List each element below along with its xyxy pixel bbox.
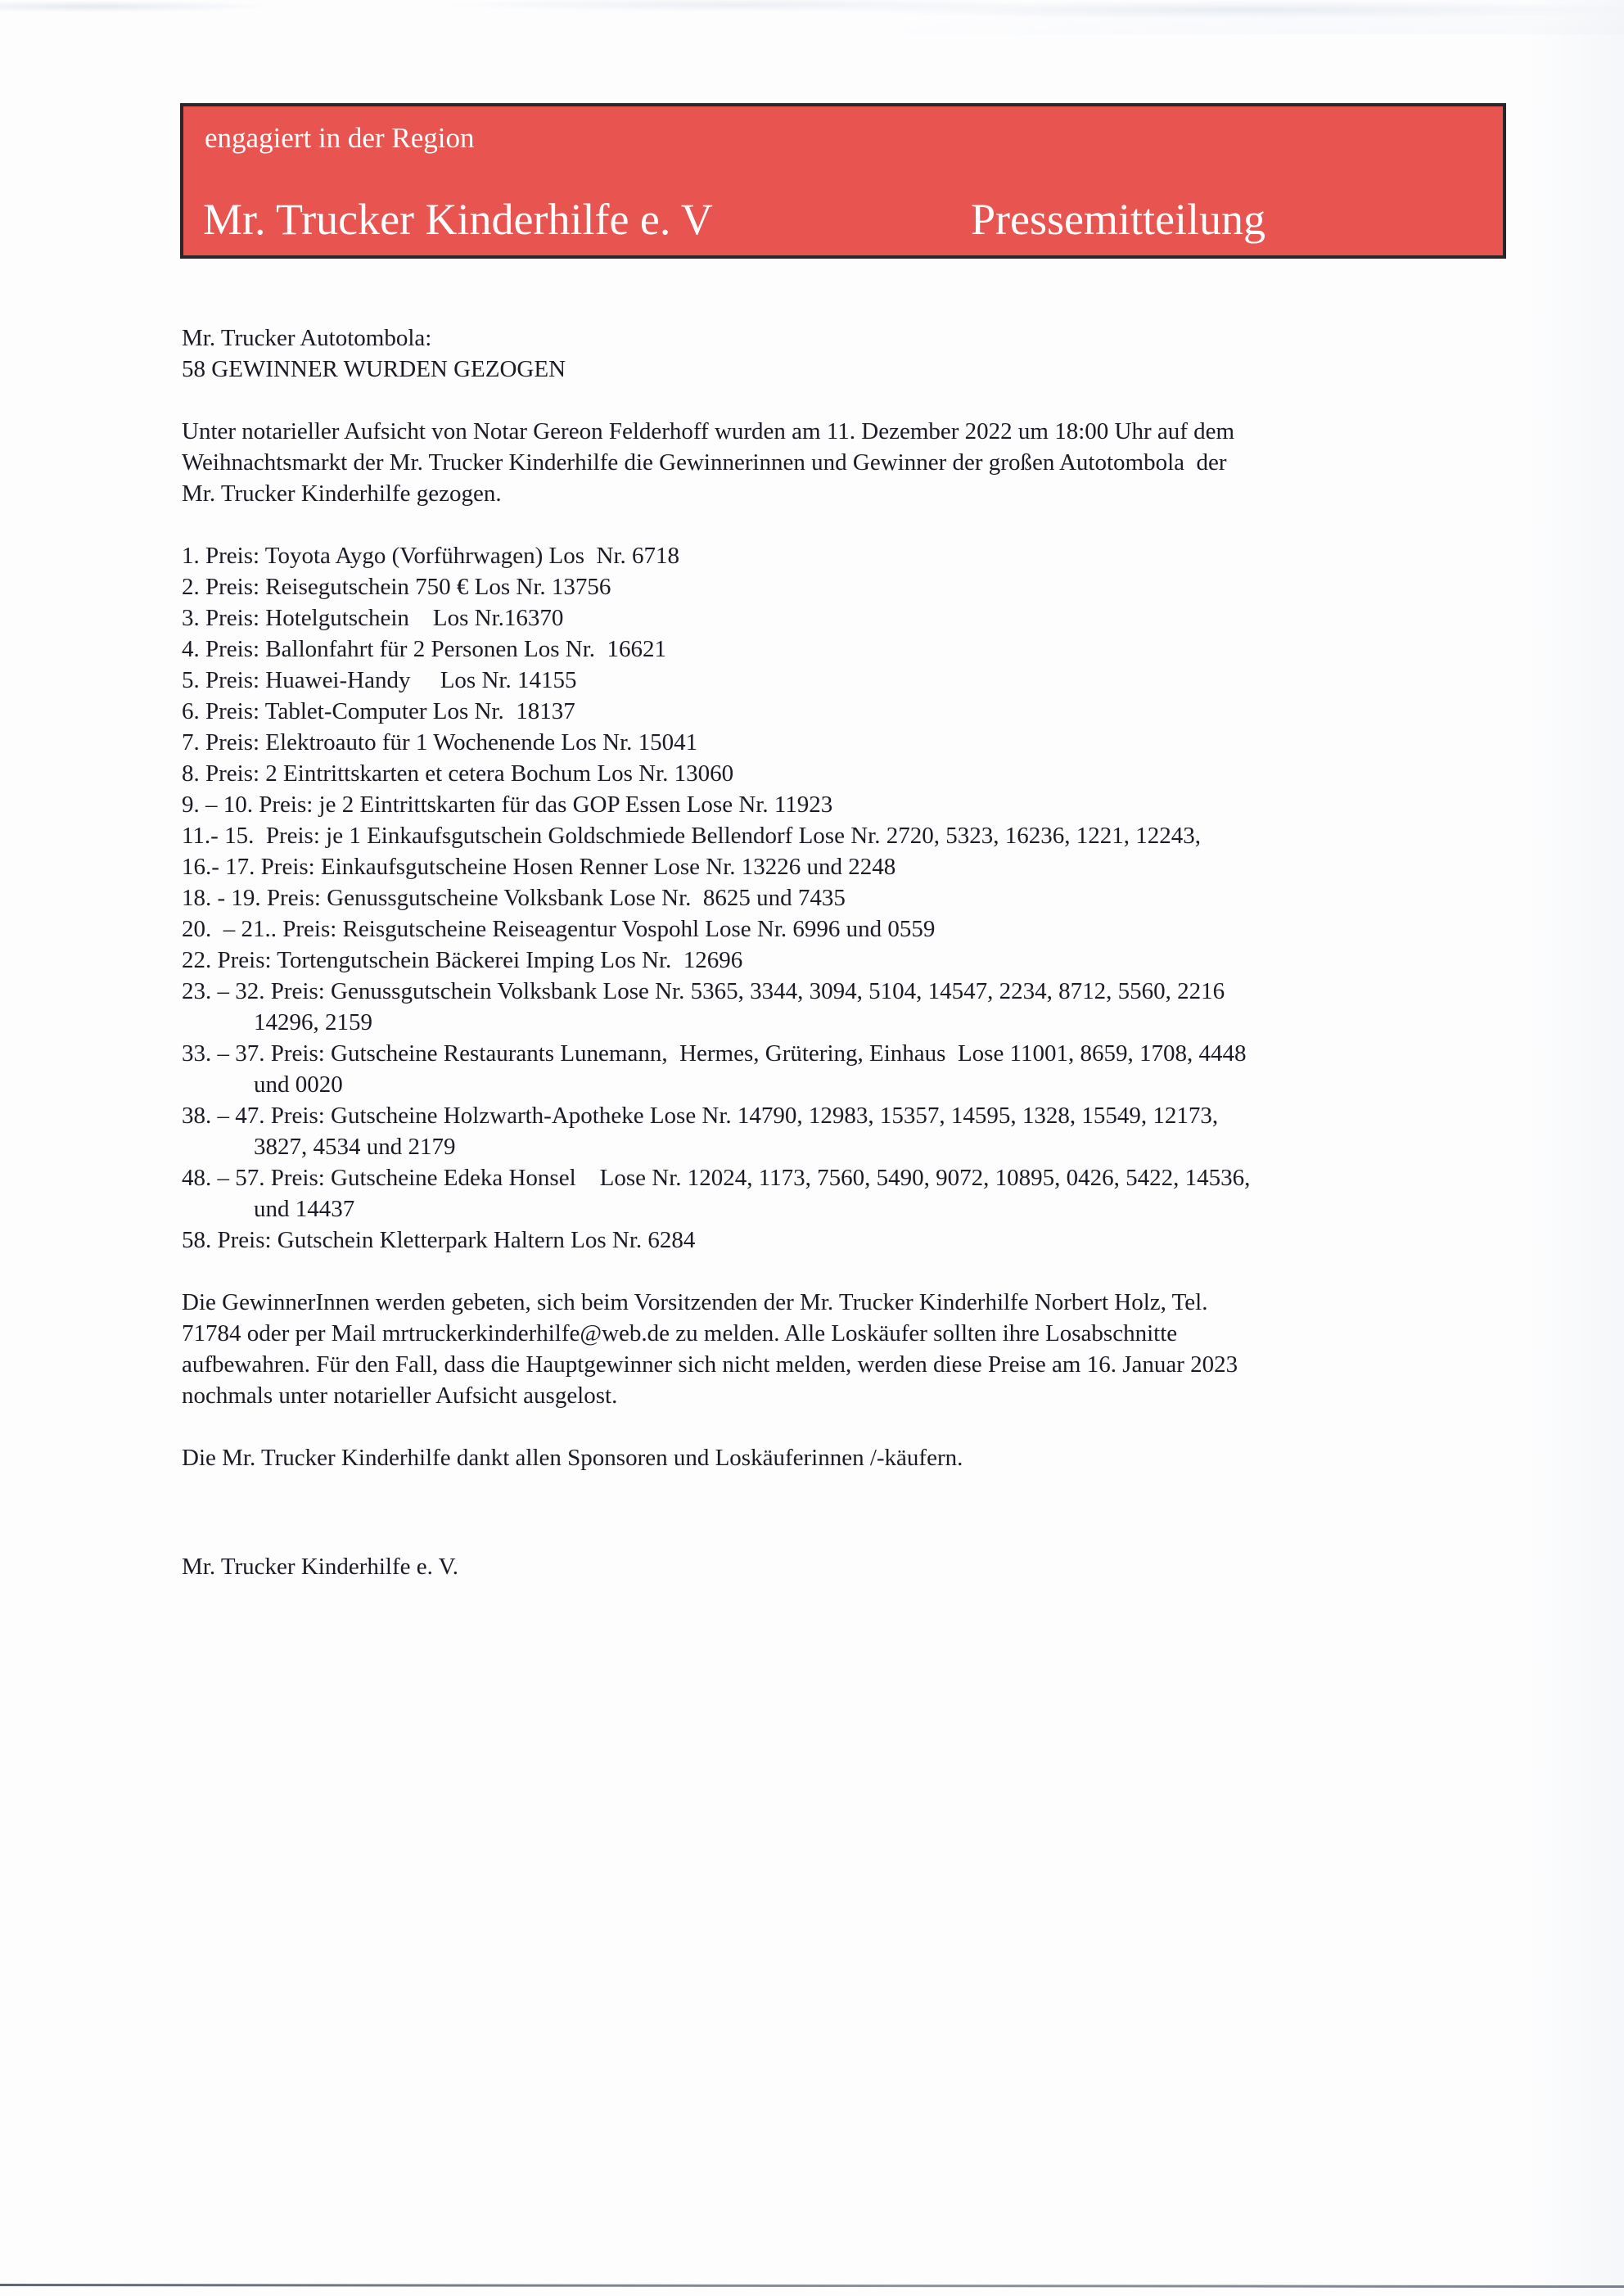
header-banner [180,103,1506,259]
prize-item: 18. - 19. Preis: Genussgutscheine Volksbank Lose Nr. 8625 und 7435 [182,885,846,911]
prize-item: 20. – 21.. Preis: Reisgutscheine Reiseagentur Vospohl Lose Nr. 6996 und 0559 [182,916,936,942]
banner-tagline: engagiert in der Region [205,122,475,154]
headline [182,323,1508,385]
intro-line: Mr. Trucker Kinderhilfe gezogen. [182,480,502,507]
prize-item: 48. – 57. Preis: Gutscheine Edeka Honsel Lose Nr. 12024, 1173, 7560, 5490, 9072, 10895, 0426, 5422, 14536, [182,1165,1251,1191]
prize-item: 23. – 32. Preis: Genussgutschein Volksbank Lose Nr. 5365, 3344, 3094, 5104, 14547, 2234, 8712, 5560, 2216 [182,978,1225,1004]
prize-item: 3827, 4534 und 2179 [254,1134,456,1160]
prize-item: 8. Preis: 2 Eintrittskarten et cetera Bochum Los Nr. 13060 [182,760,734,787]
prize-item: 4. Preis: Ballonfahrt für 2 Personen Los Nr. 16621 [182,636,667,662]
contact-line: aufbewahren. Für den Fall, dass die Hauptgewinner sich nicht melden, werden diese Preise am 16. Januar 2023 [182,1351,1238,1378]
document-type-label: Pressemitteilung [971,195,1265,245]
headline-line2: 58 GEWINNER WURDEN GEZOGEN [182,356,566,382]
prize-item: 11.- 15. Preis: je 1 Einkaufsgutschein Goldschmiede Bellendorf Lose Nr. 2720, 5323, 16236, 1221, 12243, [182,823,1201,849]
prize-item: 2. Preis: Reisegutschein 750 € Los Nr. 13756 [182,574,611,600]
prize-item: und 0020 [254,1071,343,1098]
prize-item: 7. Preis: Elektroauto für 1 Wochenende Los Nr. 15041 [182,729,698,756]
prize-item: 16.- 17. Preis: Einkaufsgutscheine Hosen Renner Lose Nr. 13226 und 2248 [182,854,896,880]
prize-item: 33. – 37. Preis: Gutscheine Restaurants Lunemann, Hermes, Grütering, Einhaus Lose 11001, 8659, 1708, 4448 [182,1040,1247,1067]
prize-item: 38. – 47. Preis: Gutscheine Holzwarth-Apotheke Lose Nr. 14790, 12983, 15357, 14595, 1328, 15549, 12173, [182,1103,1219,1129]
prize-item: 1. Preis: Toyota Aygo (Vorführwagen) Los Nr. 6718 [182,543,680,569]
scan-artifact-right-shade [1526,0,1624,2296]
contact-line: nochmals unter notarieller Aufsicht ausgelost. [182,1383,618,1409]
prize-item: und 14437 [254,1196,355,1222]
scan-artifact-bottom-line [0,2284,1624,2288]
prize-item: 9. – 10. Preis: je 2 Eintrittskarten für das GOP Essen Lose Nr. 11923 [182,792,833,818]
contact-paragraph [182,1287,1508,1411]
organization-name: Mr. Trucker Kinderhilfe e. V [203,195,713,245]
prize-item: 14296, 2159 [254,1009,372,1035]
contact-line: Die GewinnerInnen werden gebeten, sich beim Vorsitzenden der Mr. Trucker Kinderhilfe Norbert Holz, Tel. [182,1289,1208,1315]
signature: Mr. Trucker Kinderhilfe e. V. [182,1554,459,1580]
prize-item: 5. Preis: Huawei-Handy Los Nr. 14155 [182,667,577,693]
intro-paragraph [182,416,1508,509]
prize-item: 22. Preis: Tortengutschein Bäckerei Imping Los Nr. 12696 [182,947,743,973]
intro-line: Unter notarieller Aufsicht von Notar Gereon Felderhoff wurden am 11. Dezember 2022 um 18:00 Uhr auf dem [182,418,1235,444]
prize-item: 6. Preis: Tablet-Computer Los Nr. 18137 [182,698,575,724]
thanks-line: Die Mr. Trucker Kinderhilfe dankt allen Sponsoren und Loskäuferinnen /-käufern. [182,1445,963,1471]
intro-line: Weihnachtsmarkt der Mr. Trucker Kinderhilfe die Gewinnerinnen und Gewinner der großen Autotombola der [182,449,1227,476]
prize-list [182,540,1508,1256]
prize-item: 3. Preis: Hotelgutschein Los Nr.16370 [182,605,564,631]
contact-line: 71784 oder per Mail mrtruckerkinderhilfe@web.de zu melden. Alle Loskäufer sollten ihre Losabschnitte [182,1320,1178,1346]
document-body [182,323,1508,1582]
headline-line1: Mr. Trucker Autotombola: [182,325,432,351]
prize-item: 58. Preis: Gutschein Kletterpark Haltern Los Nr. 6284 [182,1227,696,1253]
scan-artifact-top [0,0,1624,34]
